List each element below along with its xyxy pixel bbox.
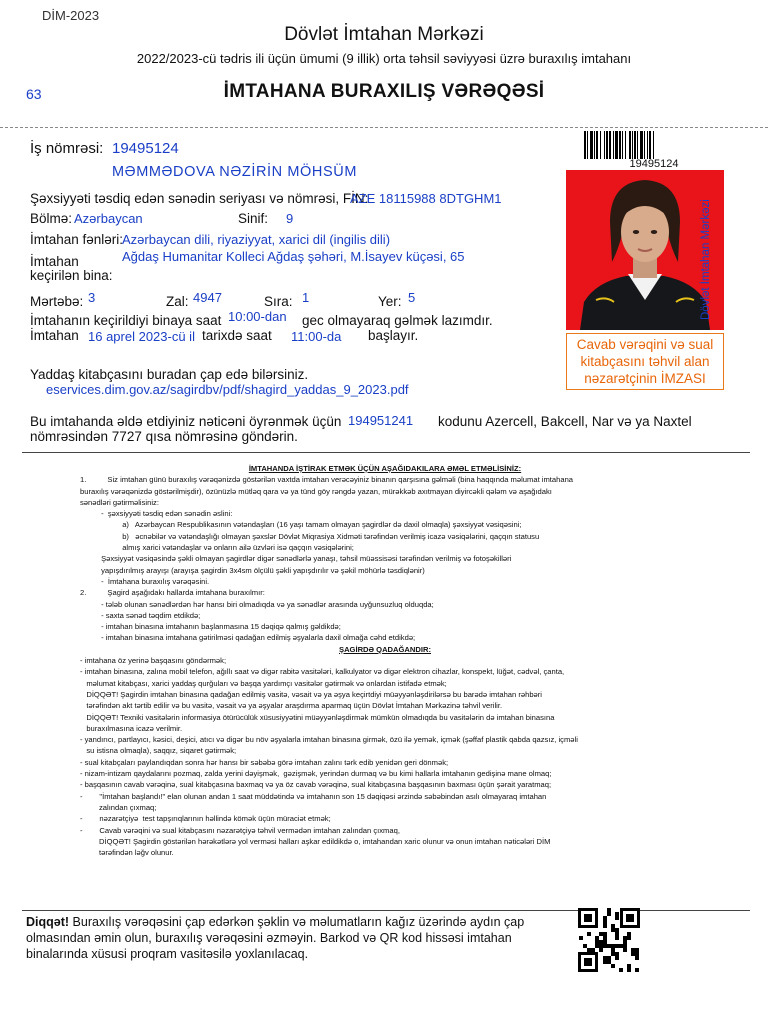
section-value: Azərbaycan xyxy=(74,211,143,226)
rule-line: tərəfindən ləğv olunur. xyxy=(80,848,174,858)
row-label: Sıra: xyxy=(264,294,293,309)
exam-time: 11:00-da xyxy=(291,329,342,344)
qr-module xyxy=(611,924,615,928)
section-label: Bölmə: xyxy=(30,211,73,226)
sheet-number: 63 xyxy=(26,86,42,102)
qr-module xyxy=(615,912,619,916)
rule-line: - başqasının cavab vərəqinə, sual kitabçasına baxmaq və ya öz cavab vərəqinə, sual kitabçasına başqasının baxması üçün şərait yaratmaq; xyxy=(80,780,552,790)
building-label-1: İmtahan xyxy=(30,254,79,269)
rule-line: - nəzarətçiyə test tapşırıqlarının həllində kömək üçün müraciət etmək; xyxy=(80,814,331,824)
job-number-value: 19495124 xyxy=(112,140,179,157)
footer-text: Buraxılış vərəqəsini çap edərkən şəklin və məlumatların kağız üzərində aydın çap olmasından əmin olun, buraxılış vərəqəsini əzməyin. Barkod və QR kod hissəsi imtahan binalarında xüsusi proqram vasitəsilə yoxlanılacaq. xyxy=(26,915,525,961)
result-code: 194951241 xyxy=(348,413,414,428)
qr-module xyxy=(623,940,627,944)
qr-module xyxy=(611,928,615,932)
rule-line: - nizam-intizam qaydalarını pozmaq, zalda yerini dəyişmək, gəzişmək, yerindən durmaq və bu kimi hallarla imtahanın gedişinə mane olmaq; xyxy=(80,769,552,779)
exam-suffix: başlayır. xyxy=(368,328,419,343)
building-value: Ağdaş Humanitar Kolleci Ağdaş şəhəri, M.İsayev küçəsi, 65 xyxy=(122,249,465,264)
floor-label: Mərtəbə: xyxy=(30,294,84,309)
qr-module xyxy=(611,944,615,948)
qr-module xyxy=(595,940,599,944)
qr-module xyxy=(615,936,619,940)
rule-line: - imtahan binasına imtahanın başlanmasına 15 dəqiqə qalmış gəldikdə; xyxy=(80,622,341,632)
rule-line: - "İmtahan başlandı!" elan olunan andan 1 saat müddətində və imtahanın son 15 dəqiqəsi ərzində səbəbindən asılı olmayaraq imtahan xyxy=(80,791,547,801)
qr-module xyxy=(611,952,615,956)
qr-module xyxy=(615,928,619,932)
rule-line: DİQQƏT! Texniki vasitələrin informasiya ötürücülük xüsusiyyətini müəyyənləşdirmək mümkün olmadıqda bu vasitələrin də imtahan binasına xyxy=(80,712,555,722)
qr-module xyxy=(635,968,639,972)
candidate-name: MƏMMƏDOVA NƏZİRİN MÖHSÜM xyxy=(112,164,358,180)
rule-line: - İmtahana buraxılış vərəqəsini. xyxy=(80,576,210,586)
rule-line: su istisna olmaqla), saqqız, siqaret gətirmək; xyxy=(80,746,237,756)
rules-heading: İMTAHANDA İŞTİRAK ETMƏK ÜÇÜN AŞAĞIDAKILARA ƏMƏL ETMƏLİSİNİZ: xyxy=(248,464,522,473)
arrival-time: 10:00-dan xyxy=(228,309,287,324)
qr-module xyxy=(627,964,631,968)
result-text-pre: Bu imtahanda əldə etdiyiniz nəticəni öyrənmək üçün xyxy=(30,414,342,429)
qr-module xyxy=(611,964,615,968)
qr-module xyxy=(603,944,607,948)
barcode-bar xyxy=(654,131,655,159)
qr-module xyxy=(587,932,591,936)
barcode-number: 19495124 xyxy=(629,158,679,170)
id-label: Şəxsiyyəti təsdiq edən sənədin seriyası və nömrəsi, FİN: xyxy=(30,191,369,206)
qr-module xyxy=(631,952,635,956)
qr-module xyxy=(607,912,611,916)
qr-module xyxy=(603,960,607,964)
document-code: DİM-2023 xyxy=(42,8,100,23)
qr-module xyxy=(591,948,595,952)
qr-module xyxy=(603,940,607,944)
qr-module xyxy=(611,948,615,952)
divider-dashed xyxy=(0,127,768,128)
rule-line: - yandırıcı, partlayıcı, kəsici, deşici, atıcı və digər bu növ əşyalarla imtahan binasına girmək, özü ilə yemək, içmək (şəffaf plastik qabda qazsız, içməli xyxy=(80,735,578,745)
hall-value: 4947 xyxy=(193,290,222,305)
divider-rules-top xyxy=(22,452,750,453)
rule-line: b) əcnəbilər və vətəndaşlığı olmayan şəxslər Dövlət Miqrasiya Xidməti tərəfindən verilmiş icazə vəsiqələrini, qaçqın statusu xyxy=(80,531,540,541)
rule-line: yapışdırılmış arayışı (arayışa şagirdin 3x4sm ölçülü şəkli yapışdırılır və şəkil möhürlə təsdiqlənir) xyxy=(80,565,425,575)
rule-line: sənədləri gətirməlisiniz: xyxy=(80,497,159,507)
qr-module xyxy=(635,952,639,956)
rule-line: - tələb olunan sənədlərdən hər hansı biri olmadıqda və ya sənədlər arasında uyğunsuzluq olduqda; xyxy=(80,599,434,609)
rule-line: a) Azərbaycan Respublikasının vətəndaşları (16 yaşı tamam olmayan şagirdlər də daxil olmaqla) şəxsiyyət vəsiqəsini; xyxy=(80,520,522,530)
footer-notice xyxy=(26,914,546,962)
rule-line: buraxılmasına icazə verilmir. xyxy=(80,723,183,733)
qr-module xyxy=(584,958,592,966)
rule-line: - imtahana öz yerinə başqasını göndərmək; xyxy=(80,656,227,666)
qr-module xyxy=(623,944,627,948)
qr-module xyxy=(627,932,631,936)
rule-line: buraxılış vərəqənizdə göstərilmişdir), özünüzlə mütləq qara və ya tünd göy rəngdə yazan, mürəkkəb axıtmayan diyircəkli qələm və aşağıdakı xyxy=(80,486,552,496)
qr-module xyxy=(626,914,634,922)
rule-line: 1. Siz imtahan günü buraxılış vərəqənizdə göstərilən vaxtda imtahan verəcəyiniz binanın qarşısına gəlməli (bina haqqında məlumat imtahana xyxy=(80,475,574,485)
rule-line: almış xarici vətəndaşlar və onların ailə üzvləri isə qaçqın vəsiqələrini; xyxy=(80,543,354,553)
qr-module xyxy=(603,932,607,936)
qr-module xyxy=(607,944,611,948)
rule-line: 2. Şagird aşağıdakı hallarda imtahana buraxılmır: xyxy=(80,588,265,598)
qr-module xyxy=(583,944,587,948)
grade-label: Sinif: xyxy=(238,211,269,226)
qr-module xyxy=(599,944,603,948)
seat-value: 5 xyxy=(408,290,416,305)
row-value: 1 xyxy=(302,290,310,305)
qr-module xyxy=(599,932,603,936)
qr-module xyxy=(603,920,607,924)
building-label-2: keçirilən bina: xyxy=(30,268,113,283)
grade-value: 9 xyxy=(286,211,294,226)
organization-name: Dövlət İmtahan Mərkəzi xyxy=(284,24,484,45)
qr-module xyxy=(619,968,623,972)
rule-line: - imtahan binasına imtahana gətirilməsi qadağan edilmiş əşyalarla daxil olmağa cəhd etdikdə; xyxy=(80,633,416,643)
qr-code xyxy=(578,908,640,972)
photo-watermark: Dövlət İmtahan Mərkəzi xyxy=(700,199,712,321)
qr-module xyxy=(619,944,623,948)
rule-line: ŞAGİRDƏ QADAĞANDIR: xyxy=(339,644,431,654)
arrival-label: İmtahanın keçirildiyi binaya saat xyxy=(30,313,222,328)
qr-module xyxy=(603,924,607,928)
result-text-post: kodunu Azercell, Bakcell, Nar və ya Naxtel xyxy=(438,414,692,429)
qr-module xyxy=(607,960,611,964)
qr-module xyxy=(615,956,619,960)
rule-line: - imtahan binasına, zalına mobil telefon, ağıllı saat və digər rabitə vasitələri, kalkulyator və digər elektron cihazlar, konspekt, lüğət, cədvəl, çanta, xyxy=(80,667,565,677)
qr-module xyxy=(631,948,635,952)
qr-module xyxy=(635,948,639,952)
id-value: AZE 18115988 8DTGHM1 xyxy=(350,191,502,206)
result-text-line2: nömrəsindən 7727 qısa nömrəsinə göndərin. xyxy=(30,429,298,444)
divider-rules-bottom xyxy=(22,910,750,911)
qr-module xyxy=(595,944,599,948)
signature-box: Cavab vərəqini və sual kitabçasını təhvil alan nəzarətçinin İMZASI xyxy=(566,333,724,390)
exam-subtitle: 2022/2023-cü tədris ili üçün ümumi (9 illik) orta təhsil səviyyəsi üzrə buraxılış imtahanı xyxy=(136,51,632,66)
rule-line: Şəxsiyyət vəsiqəsində şəkli olmayan şagirdlər digər sənədlərlə yanaşı, təhsil müəssisəsi tərəfindən verilmiş və fotoşəkilləri xyxy=(80,554,512,564)
job-number-label: İş nömrəsi: xyxy=(30,140,104,157)
subjects-label: İmtahan fənləri: xyxy=(30,232,124,247)
qr-module xyxy=(587,948,591,952)
exam-mid: tarixdə saat xyxy=(202,328,272,343)
rules-section xyxy=(80,463,690,858)
exam-label: İmtahan xyxy=(30,328,79,343)
booklet-text: Yaddaş kitabçasını buradan çap edə bilərsiniz. xyxy=(30,367,309,382)
rule-line: məlumat kitabçası, xarici yaddaş qurğuları və başqa yardımçı vasitələr gətirmək və onlardan istifadə etmək; xyxy=(80,678,447,688)
qr-module xyxy=(579,936,583,940)
qr-module xyxy=(599,940,603,944)
floor-value: 3 xyxy=(88,290,96,305)
subjects-value: Azərbaycan dili, riyaziyyat, xarici dil (ingilis dili) xyxy=(122,232,391,247)
rule-line: - sual kitabçaları paylandıqdan sonra hər hansı bir səbəbə görə imtahan zalını tərk edib yenidən geri dönmək; xyxy=(80,757,449,767)
booklet-link[interactable]: eservices.dim.gov.az/sagirdbv/pdf/shagird_yaddas_9_2023.pdf xyxy=(46,382,409,397)
exam-date: 16 aprel 2023-cü il xyxy=(88,329,195,344)
qr-module xyxy=(615,932,619,936)
qr-module xyxy=(607,956,611,960)
qr-module xyxy=(615,952,619,956)
footer-attention: Diqqət! xyxy=(26,915,70,929)
qr-module xyxy=(627,936,631,940)
rule-line: DİQQƏT! Şagirdin imtahan binasına qadağan edilmiş vasitə, vəsait və ya əşya keçirtdiyi müəyyənləşdirilərsə bu barədə imtahan rəhbəri xyxy=(80,689,542,699)
qr-module xyxy=(615,944,619,948)
qr-module xyxy=(607,908,611,912)
qr-module xyxy=(603,916,607,920)
qr-module xyxy=(623,948,627,952)
seat-label: Yer: xyxy=(378,294,402,309)
qr-module xyxy=(615,916,619,920)
rule-line: tərəfindən akt tərtib edilir və bu vasitə, vəsait və ya əşyalar araşdırma aparmaq üçün Dövlət İmtahan Mərkəzinə təhvil verilir. xyxy=(80,701,503,711)
rule-line: - şəxsiyyəti təsdiq edən sənədin əslini: xyxy=(80,509,233,519)
page-title: İMTAHANA BURAXILIŞ VƏRƏQƏSİ xyxy=(223,81,545,102)
rule-line: - saxta sənəd təqdim etdikdə; xyxy=(80,610,201,620)
barcode xyxy=(584,131,724,159)
qr-module xyxy=(595,936,599,940)
rule-line: zalından çıxmaq; xyxy=(80,802,157,812)
qr-module xyxy=(603,936,607,940)
qr-module xyxy=(599,948,603,952)
qr-module xyxy=(603,956,607,960)
hall-label: Zal: xyxy=(166,294,189,309)
qr-module xyxy=(584,914,592,922)
qr-module xyxy=(627,968,631,972)
qr-module xyxy=(623,936,627,940)
rule-line: DİQQƏT! Şagirdin göstərilən hərəkətlərə yol verməsi halları aşkar edildikdə o, imtahandan xaric olunur və onun imtahan nəticələri DİM xyxy=(80,836,551,846)
rule-line: - Cavab vərəqini və sual kitabçasını nəzarətçiyə təhvil vermədən imtahan zalından çıxmaq, xyxy=(80,825,400,835)
arrival-suffix: gec olmayaraq gəlmək lazımdır. xyxy=(302,313,493,328)
qr-module xyxy=(635,956,639,960)
